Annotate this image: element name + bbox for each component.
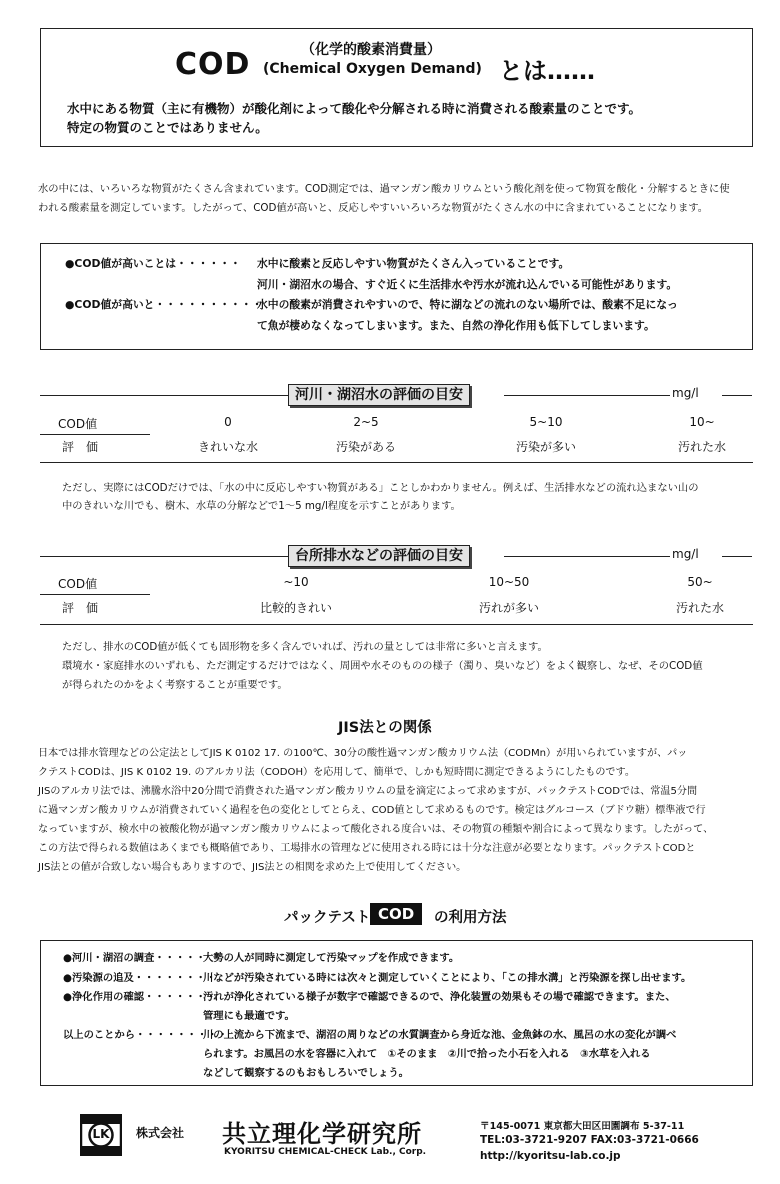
footer-company-jp: 共立理化学研究所: [222, 1120, 422, 1148]
kitchen-rating-2: 汚れた水: [675, 601, 724, 615]
usage-title-cod: COD: [370, 903, 422, 925]
kitchen-value-1: 10~50: [488, 575, 530, 589]
kitchen-note-2: 環境水・家庭排水のいずれも、ただ測定するだけではなく、周囲や水そのものの様子（濁り、臭いなど）をよく観察し、なぜ、そのCOD値: [62, 660, 703, 672]
usage-l4-text2: られます。お風呂の水を容器に入れて ①そのまま ②川で拾った小石を入れる ③水草を入れる: [203, 1048, 651, 1060]
river-rating-3: 汚れた水: [677, 440, 726, 454]
header-subtitle-jp: （化学的酸素消費量）: [301, 42, 441, 58]
river-rating-0: きれいな水: [197, 440, 258, 454]
jis-line-6: JIS法との値が合致しない場合もありますので、JIS法との相関を求めた上で使用してください。: [38, 862, 467, 873]
company-logo-letters: LK: [92, 1127, 110, 1141]
jis-line-5: この方法で得られる数値はあくまでも概略値であり、工場排水の管理などに使用される時には十分な注意が必要となります。パックテストCODと: [38, 843, 696, 854]
usage-l1-label: ●河川・湖沼の調査・・・・・: [63, 952, 206, 964]
kitchen-note-3: が得られたのかをよく考察することが重要です。: [62, 679, 288, 691]
usage-l3-text: 汚れが浄化されている様子が数字で確認できるので、浄化装置の効果もその場で確認できます。また、: [203, 991, 676, 1003]
footer-company-en: KYORITSU CHEMICAL-CHECK Lab., Corp.: [224, 1147, 427, 1157]
high-cod-box: [40, 243, 753, 350]
kitchen-row-divider: [40, 594, 150, 595]
kitchen-note-1: ただし、排水のCOD値が低くても固形物を多く含んでいれば、汚れの量としては非常に多いと言えます。: [62, 641, 548, 653]
company-logo: [80, 1114, 122, 1156]
river-title: 河川・湖沼水の評価の目安: [288, 384, 470, 406]
header-title-wa: とは……: [499, 57, 595, 85]
usage-title-pre: パックテスト: [284, 910, 371, 926]
river-rule-tail: [722, 395, 752, 396]
jis-line-1: クテストCODは、JIS K 0102 19. のアルカリ法（CODOH）を応用して、簡単で、しかも短時間に測定できるようにしたものです。: [38, 767, 635, 778]
jis-line-2: JISのアルカリ法では、沸騰水浴中20分間で消費された過マンガン酸カリウムの量を滴定によって求めますが、パックテストCODでは、常温5分間: [38, 786, 698, 797]
jis-line-3: に過マンガン酸カリウムが消費されていく過程を色の変化としてとらえ、COD値として求めるものです。検定はグルコース（ブドウ糖）標準液で行: [38, 805, 706, 816]
kitchen-row1-label: COD値: [58, 577, 98, 591]
kitchen-rule-left: [40, 556, 288, 557]
river-bottom-rule: [40, 462, 753, 463]
river-note-1: ただし、実際にはCODだけでは、「水の中に反応しやすい物質がある」ことしかわかりません。例えば、生活排水などの流れ込まない山の: [62, 482, 699, 494]
footer-url[interactable]: http://kyoritsu-lab.co.jp: [480, 1150, 621, 1162]
river-row1-label: COD値: [58, 417, 98, 431]
usage-l3-label: ●浄化作用の確認・・・・・・・: [63, 991, 217, 1003]
river-value-3: 10~: [689, 415, 715, 429]
jis-line-4: なっていますが、検水中の被酸化物が過マンガン酸カリウムによって酸化される度合いは、その物質の種類や割合によって異なります。したがって、: [38, 824, 714, 835]
usage-title-post: の利用方法: [434, 910, 507, 926]
intro-line2: われる酸素量を測定しています。したがって、COD値が高いと、反応しやすいいろいろな物質がたくさん水の中に含まれていることになります。: [38, 202, 709, 214]
kitchen-row2-label: 評 価: [62, 601, 99, 615]
kitchen-rating-0: 比較的きれい: [259, 601, 332, 615]
usage-l2-label: ●汚染源の追及・・・・・・・・: [63, 972, 217, 984]
kitchen-unit: mg/l: [672, 547, 699, 561]
kitchen-rating-1: 汚れが多い: [478, 601, 539, 615]
river-rule-left: [40, 395, 288, 396]
high-text-1a: 水中に酸素と反応しやすい物質がたくさん入っていることです。: [257, 257, 570, 270]
kitchen-bottom-rule: [40, 624, 753, 625]
high-label-2: ●COD値が高いと・・・・・・・・・・: [65, 298, 263, 311]
intro-line1: 水の中には、いろいろな物質がたくさん含まれています。COD測定では、過マンガン酸カリウムという酸化剤を使って物質を酸化・分解するときに使: [38, 183, 730, 195]
kitchen-title: 台所排水などの評価の目安: [288, 545, 470, 567]
header-box: [40, 28, 753, 147]
river-value-2: 5~10: [529, 415, 563, 429]
river-value-1: 2~5: [353, 415, 379, 429]
high-text-2a: 水中の酸素が消費されやすいので、特に湖などの流れのない場所では、酸素不足になっ: [257, 298, 678, 311]
kitchen-value-0: ~10: [283, 575, 309, 589]
usage-l1-text: 大勢の人が同時に測定して汚染マップを作成できます。: [203, 952, 460, 964]
usage-l2-text: 川などが汚染されている時には次々と測定していくことにより、「この排水溝」と汚染源を探し出せます。: [203, 972, 692, 984]
footer-address: 〒145-0071 東京都大田区田園調布 5-37-11: [480, 1121, 685, 1132]
usage-l4-text3: などして観察するのもおもしろいでしょう。: [203, 1067, 409, 1079]
high-text-2b: て魚が棲めなくなってしまいます。また、自然の浄化作用も低下してしまいます。: [257, 319, 655, 332]
high-label-1: ●COD値が高いことは・・・・・・: [65, 257, 241, 270]
usage-l3-text2: 管理にも最適です。: [203, 1010, 295, 1022]
high-text-1b: 河川・湖沼水の場合、すぐ近くに生活排水や汚水が流れ込んでいる可能性があります。: [257, 278, 678, 291]
river-row2-label: 評 価: [62, 440, 99, 454]
header-line1: 水中にある物質（主に有機物）が酸化剤によって酸化や分解される時に消費される酸素量のことです。: [67, 101, 642, 116]
river-row-divider: [40, 434, 150, 435]
kitchen-rule-right: [504, 556, 670, 557]
river-unit: mg/l: [672, 386, 699, 400]
jis-title: JIS法との関係: [338, 720, 432, 736]
river-rule-right: [504, 395, 670, 396]
kitchen-value-2: 50~: [687, 575, 713, 589]
river-note-2: 中のきれいな川でも、樹木、水草の分解などで1～5 mg/l程度を示すことがあります。: [62, 500, 461, 512]
footer-tel: TEL:03-3721-9207 FAX:03-3721-0666: [480, 1134, 699, 1146]
footer-kk: 株式会社: [136, 1126, 185, 1140]
river-value-0: 0: [224, 415, 232, 429]
header-line2: 特定の物質のことではありません。: [67, 120, 268, 135]
river-rating-2: 汚染が多い: [515, 440, 576, 454]
river-rating-1: 汚染がある: [335, 440, 396, 454]
jis-line-0: 日本では排水管理などの公定法としてJIS K 0102 17. の100℃、30分の酸性過マンガン酸カリウム法（CODMn）が用いられていますが、パッ: [38, 748, 688, 759]
header-title-cod: COD: [175, 47, 251, 82]
usage-l4-label: 以上のことから・・・・・・・・・: [63, 1029, 228, 1041]
kitchen-rule-tail: [722, 556, 752, 557]
header-subtitle-en: (Chemical Oxygen Demand): [263, 61, 482, 77]
usage-l4-text: 川の上流から下流まで、湖沼の周りなどの水質調査から身近な池、金魚鉢の水、風呂の水の変化が調べ: [203, 1029, 677, 1041]
usage-box: [40, 940, 753, 1086]
